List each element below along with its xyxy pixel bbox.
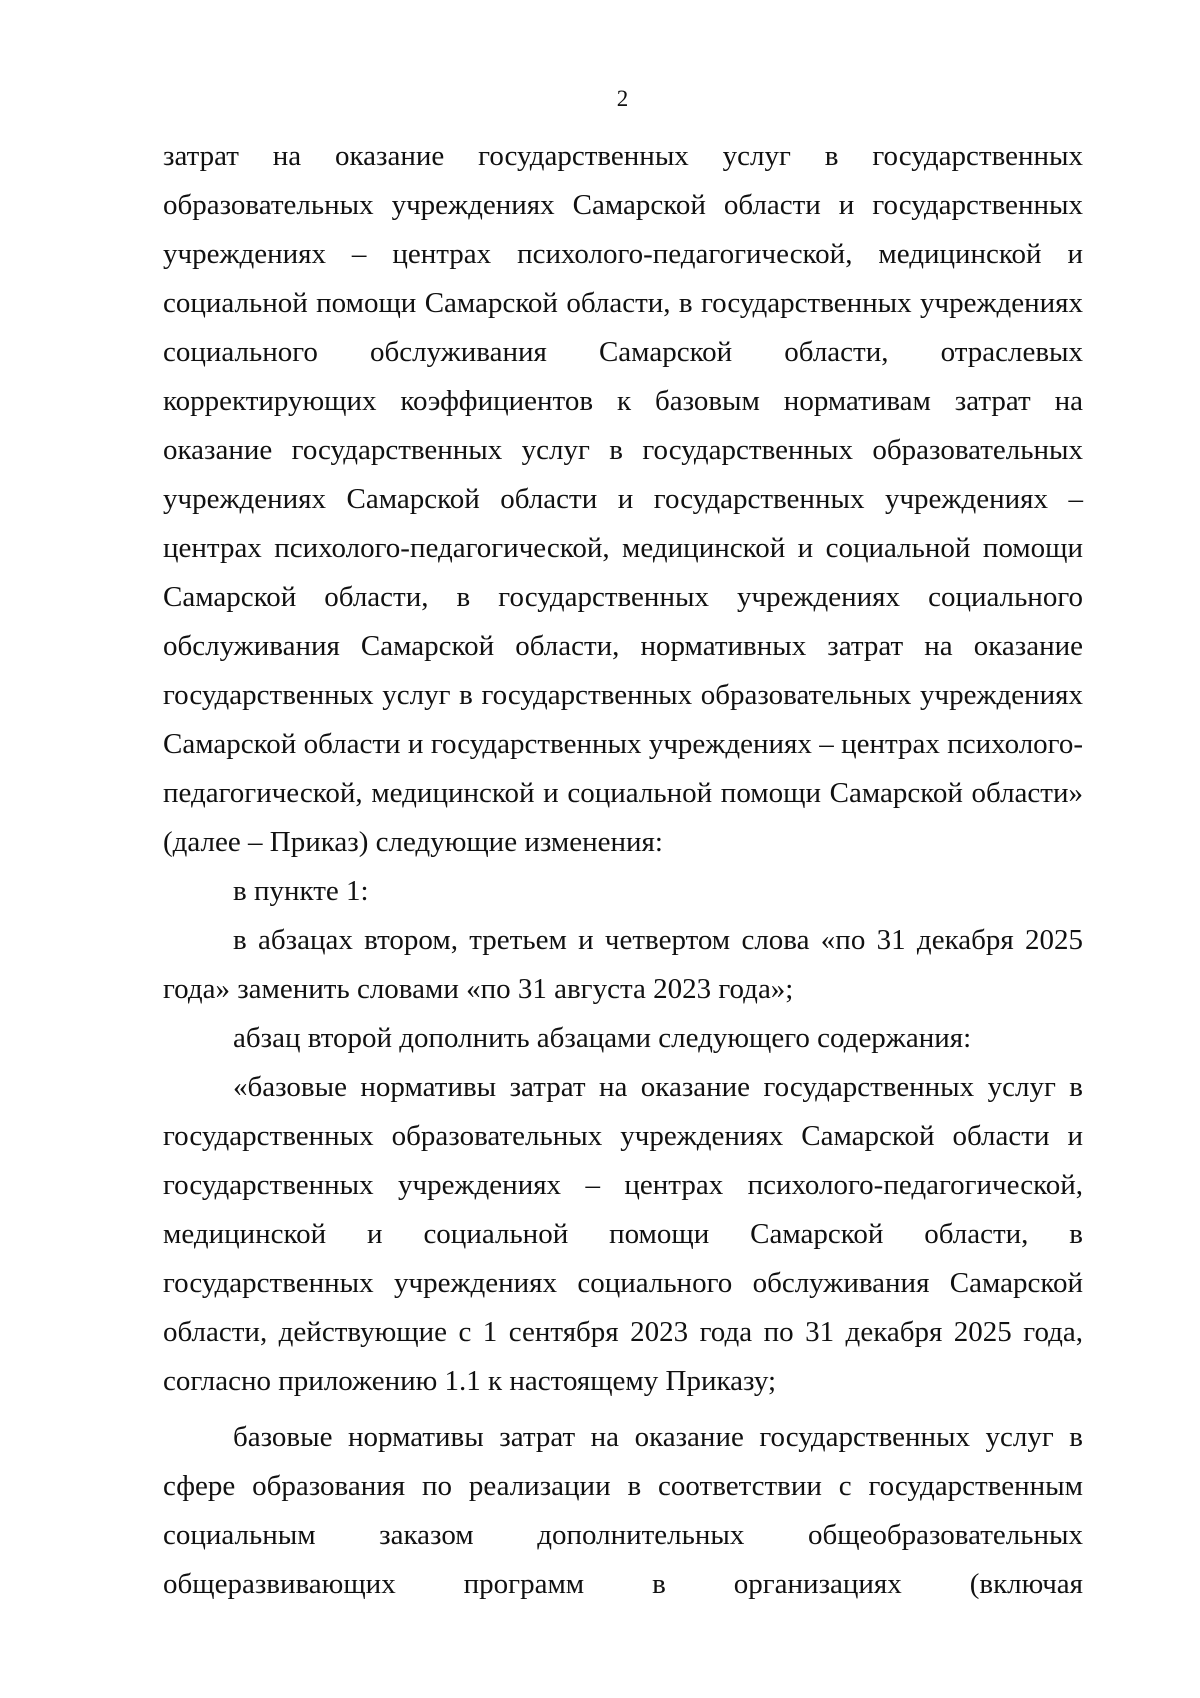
paragraph-base-norms-appendix-1-1: «базовые нормативы затрат на оказание государственных услуг в государственных образовательных учреждениях Самарской области и государственных учреждениях – центрах психолого-педагогической, медицинской и социальной помощи Самарской области, в государственных учреждениях социального обслуживания Самарской области, действующие с 1 сентября 2023 года по 31 декабря 2025 года, согласно приложению 1.1 к настоящему Приказу; — [163, 1071, 1083, 1397]
document-body — [163, 132, 1083, 1609]
paragraph-base-norms-social-order: базовые нормативы затрат на оказание государственных услуг в сфере образования по реализации в соответствии с государственным социальным заказом дополнительных общеобразовательных общеразвивающих программ в организациях (включая — [163, 1421, 1083, 1600]
paragraph-order-title-continuation: затрат на оказание государственных услуг в государственных образовательных учреждениях Самарской области и государственных учреждениях – центрах психолого-педагогической, медицинской и социальной помощи Самарской области, в государственных учреждениях социального обслуживания Самарской области, отраслевых корректирующих коэффициентов к базовым нормативам затрат на оказание государственных услуг в государственных образовательных учреждениях Самарской области и государственных учреждениях – центрах психолого-педагогической, медицинской и социальной помощи Самарской области, в государственных учреждениях социального обслуживания Самарской области, нормативных затрат на оказание государственных услуг в государственных образовательных учреждениях Самарской области и государственных учреждениях – центрах психолого-педагогической, медицинской и социальной помощи Самарской области» (далее – Приказ) следующие изменения: — [163, 140, 1083, 858]
page-number: 2 — [616, 86, 629, 111]
paragraph-item-1-intro: в пункте 1: — [233, 875, 369, 907]
paragraph-replace-dates: в абзацах втором, третьем и четвертом слова «по 31 декабря 2025 года» заменить словами «по 31 августа 2023 года»; — [163, 924, 1083, 1005]
paragraph-add-abzacy: абзац второй дополнить абзацами следующего содержания: — [233, 1022, 972, 1054]
